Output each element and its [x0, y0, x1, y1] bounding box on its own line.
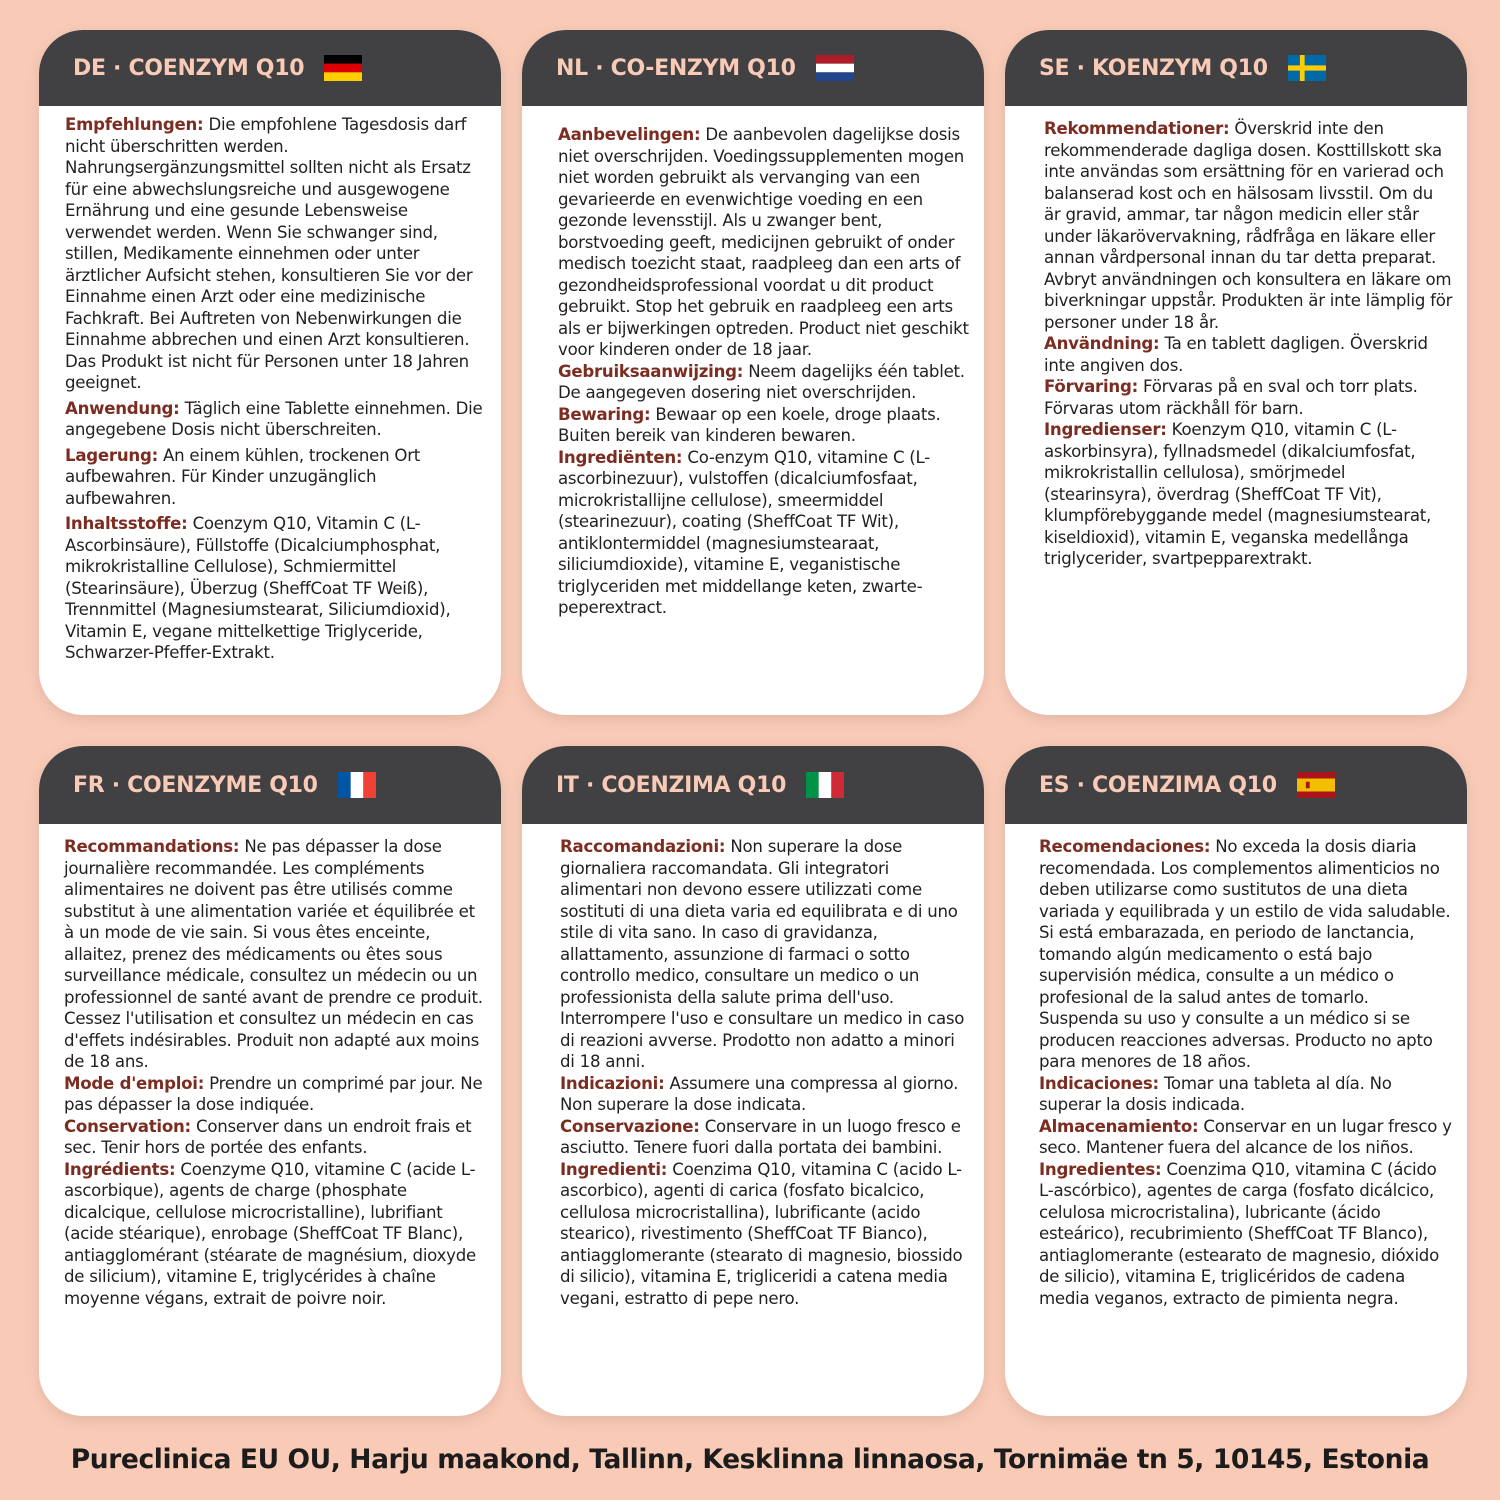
card-header: [522, 30, 984, 106]
section-text: Coenzima Q10, vitamina C (acido L-ascorbico), agenti di carica (fosfato bicalcico, cellulosa microcristallina), lubrificante (acido stearico), rivestimento (SheffCoat TF Bianco), antiagglomerante (stearato di magnesio, biossido di silicio), vitamina E, trigliceridi a catena media vegani, estratto di pepe nero.: [560, 1159, 963, 1308]
card-header: [39, 30, 501, 106]
sweden-flag-icon: [1288, 55, 1326, 81]
section-label: Raccomandazioni:: [560, 837, 726, 856]
card-body: [522, 106, 984, 629]
card-fr: [39, 746, 501, 1416]
section-label: Conservation:: [64, 1116, 191, 1136]
section-label: Empfehlungen:: [65, 115, 204, 134]
section-text: Coenzym Q10, Vitamin C (L-Ascorbinsäure), Füllstoffe (Dicalciumphosphat, mikrokristalline Cellulose), Schmiermittel (Stearinsäure), Überzug (SheffCoat TF Weiß), Trennmittel (Magnesiumstearat, Siliciumdioxid), Vitamin E, vegane mittelkettige Triglyceride, Schwarzer-Pfeffer-Extrakt.: [65, 514, 451, 662]
section-text: Non superare la dose giornaliera raccomandata. Gli integratori alimentari non devono essere utilizzati come sostituti di una dieta varia ed equilibrata e di uno stile di vita sano. In caso di gravidanza, allattamento, assunzione di farmaci o sotto controllo medico, consultare un medico o un professionista della salute prima dell'uso. Interrompere l'uso e consultare un medico in caso di reazioni avverse. Prodotto non adatto a minori di 18 anni.: [560, 837, 965, 1071]
card-header: [1005, 30, 1467, 106]
section-text: Täglich eine Tablette einnehmen. Die angegebene Dosis nicht überschreiten.: [65, 398, 483, 439]
section-recommendations: [1039, 836, 1453, 1073]
section-label: Ingredientes:: [1039, 1159, 1162, 1179]
card-se: [1005, 30, 1467, 715]
card-body: [39, 106, 501, 674]
section-storage: [560, 1116, 970, 1159]
section-label: Ingrediënten:: [558, 447, 683, 467]
section-recommendations: [65, 114, 487, 394]
section-label: Indicaciones:: [1039, 1073, 1159, 1093]
section-storage: [558, 404, 970, 447]
card-body: [39, 824, 501, 1319]
section-text: Neem dagelijks één tablet. De aangegeven dosering niet overschrijden.: [558, 361, 965, 402]
germany-flag-icon: [324, 55, 362, 81]
card-body: [1005, 824, 1467, 1319]
card-title: ES · COENZIMA Q10: [1039, 772, 1277, 798]
section-text: De aanbevolen dagelijkse dosis niet overschrijden. Voedingssupplementen mogen niet worden gebruikt als vervanging van een gevarieerde en evenwichtige voeding en een gezonde levensstijl. Als u zwanger bent, borstvoeding geeft, medicijnen gebruikt of onder medisch toezicht staat, raadpleeg dan een arts of gezondheidsprofessional voordat u dit product gebruikt. Stop het gebruik en raadpleeg een arts als er bijwerkingen optreden. Product niet geschikt voor kinderen onder de 18 jaar.: [558, 125, 969, 359]
section-ingredients: [1039, 1159, 1453, 1310]
section-text: Co-enzym Q10, vitamine C (L-ascorbinezuur), vulstoffen (dicalciumfosfaat, microkristallijne cellulose), smeermiddel (stearinezuur), coating (SheffCoat TF Wit), antiklontermiddel (magnesiumstearaat, siliciumdioxide), vitamine E, veganistische triglyceriden met middellange keten, zwarte-peperextract.: [558, 447, 930, 617]
section-label: Conservazione:: [560, 1116, 700, 1136]
section-text: Coenzyme Q10, vitamine C (acide L-ascorbique), agents de charge (phosphate dicalcique, cellulose microcristalline), lubrifiant (acide stéarique), enrobage (SheffCoat TF Blanc), antiagglomérant (stéarate de magnésium, dioxyde de silicium), vitamine E, triglycérides à chaîne moyenne végans, extrait de poivre noir.: [64, 1159, 476, 1308]
card-title: DE · COENZYM Q10: [73, 55, 305, 81]
card-header: [522, 746, 984, 824]
italy-flag-icon: [806, 772, 844, 798]
section-text: Die empfohlene Tagesdosis darf nicht überschritten werden. Nahrungsergänzungsmittel sollten nicht als Ersatz für eine abwechslungsreiche und ausgewogene Ernährung und eine gesunde Lebensweise verwendet werden. Wenn Sie schwanger sind, stillen, Medikamente einnehmen oder unter ärztlicher Aufsicht stehen, konsultieren Sie vor der Einnahme einen Arzt oder eine medizinische Fachkraft. Bei Auftreten von Nebenwirkungen die Einnahme abbrechen und einen Arzt konsultieren. Das Produkt ist nicht für Personen unter 18 Jahren geeignet.: [65, 115, 473, 392]
section-label: Lagerung:: [65, 445, 158, 465]
section-text: Överskrid inte den rekommenderade dagliga dosen. Kosttillskott ska inte användas som ersättning för en varierad och balanserad kost och en hälsosam livsstil. Om du är gravid, ammar, tar någon medicin eller står under läkarövervakning, rådfråga en läkare eller annan vårdpersonal innan du tar detta preparat. Avbryt användningen och konsultera en läkare om biverkningar uppstår. Produkten är inte lämplig för personer under 18 år.: [1044, 119, 1453, 332]
section-storage: [1039, 1116, 1453, 1159]
section-label: Inhaltsstoffe:: [65, 514, 188, 533]
card-title: SE · KOENZYM Q10: [1039, 55, 1268, 81]
card-nl: [522, 30, 984, 715]
manufacturer-address: Pureclinica EU OU, Harju maakond, Tallinn, Kesklinna linnaosa, Tornimäe tn 5, 10145, Estonia: [70, 1444, 1430, 1475]
section-storage: [64, 1116, 487, 1159]
section-label: Recomendaciones:: [1039, 837, 1211, 856]
section-text: Tomar una tableta al día. No superar la dosis indicada.: [1039, 1073, 1392, 1114]
section-text: Conservar en un lugar fresco y seco. Mantener fuera del alcance de los niños.: [1039, 1116, 1452, 1157]
card-header: [39, 746, 501, 824]
section-ingredients: [558, 447, 970, 619]
netherlands-flag-icon: [816, 55, 854, 81]
section-ingredients: [65, 513, 487, 664]
section-label: Anwendung:: [65, 398, 180, 418]
section-text: No exceda la dosis diaria recomendada. Los complementos alimenticios no deben utilizarse como sustitutos de una dieta variada y equilibrada y un estilo de vida saludable. Si está embarazada, en periodo de lanctancia, tomando algún medicamento o está bajo supervisión médica, consulte a un médico o profesional de la salud antes de tomarlo. Suspenda su uso y consulte a un médico si se producen reacciones adversas. Producto no apto para menores de 18 años.: [1039, 837, 1451, 1071]
section-text: Ne pas dépasser la dose journalière recommandée. Les compléments alimentaires ne doivent pas être utilisés comme substitut à une alimentation variée et équilibrée et à un mode de vie sain. Si vous êtes enceinte, allaitez, prenez des médicaments ou êtes sous surveillance médicale, consultez un médecin ou un professionnel de santé avant de prendre ce produit. Cessez l'utilisation et consultez un médecin en cas d'effets indésirables. Produit non adapté aux moins de 18 ans.: [64, 837, 483, 1071]
section-usage: [1039, 1073, 1453, 1116]
card-title: FR · COENZYME Q10: [73, 772, 318, 798]
france-flag-icon: [338, 772, 376, 798]
section-label: Ingredienti:: [560, 1159, 668, 1179]
section-ingredients: [64, 1159, 487, 1310]
section-recommendations: [64, 836, 487, 1073]
section-text: Coenzima Q10, vitamina C (ácido L-ascórbico), agentes de carga (fosfato dicálcico, celulosa microcristalina), lubricante (ácido esteárico), recubrimiento (SheffCoat TF Blanco), antiaglomerante (estearato de magnesio, dióxido de silicio), vitamina E, triglicéridos de cadena media veganos, extracto de pimienta negra.: [1039, 1159, 1439, 1308]
section-label: Användning:: [1044, 334, 1160, 353]
card-body: [522, 824, 984, 1319]
section-text: Assumere una compressa al giorno. Non superare la dose indicata.: [560, 1073, 959, 1114]
section-usage: [1044, 333, 1453, 376]
section-label: Ingredienser:: [1044, 420, 1167, 439]
section-usage: [65, 398, 487, 441]
section-label: Aanbevelingen:: [558, 125, 701, 144]
section-text: Conservare in un luogo fresco e asciutto. Tenere fuori dalla portata dei bambini.: [560, 1116, 961, 1157]
section-recommendations: [1044, 118, 1453, 333]
section-storage: [1044, 376, 1453, 419]
card-header: [1005, 746, 1467, 824]
section-storage: [65, 445, 487, 510]
section-text: Koenzym Q10, vitamin C (L-askorbinsyra), fyllnadsmedel (dikalciumfosfat, mikrokristallin cellulosa), smörjmedel (stearinsyra), överdrag (SheffCoat TF Vit), klumpförebyggande medel (magnesiumstearat, kiseldioxid), vitamin E, veganska medellånga triglycerider, svartpepparextrakt.: [1044, 420, 1432, 568]
section-ingredients: [1044, 419, 1453, 570]
section-label: Rekommendationer:: [1044, 119, 1230, 138]
section-ingredients: [560, 1159, 970, 1310]
card-body: [1005, 106, 1467, 580]
section-text: Conserver dans un endroit frais et sec. Tenir hors de portée des enfants.: [64, 1116, 472, 1157]
card-title: IT · COENZIMA Q10: [556, 772, 787, 798]
section-text: Prendre un comprimé par jour. Ne pas dépasser la dose indiquée.: [64, 1073, 483, 1114]
section-recommendations: [558, 124, 970, 361]
spain-flag-icon: [1297, 772, 1335, 798]
section-label: Förvaring:: [1044, 377, 1138, 396]
section-label: Gebruiksaanwijzing:: [558, 361, 744, 381]
section-label: Mode d'emploi:: [64, 1073, 205, 1093]
section-label: Ingrédients:: [64, 1159, 176, 1179]
section-usage: [560, 1073, 970, 1116]
section-text: An einem kühlen, trockenen Ort aufbewahren. Für Kinder unzugänglich aufbewahren.: [65, 445, 421, 508]
section-usage: [64, 1073, 487, 1116]
card-it: [522, 746, 984, 1416]
section-label: Indicazioni:: [560, 1073, 665, 1093]
section-usage: [558, 361, 970, 404]
section-label: Almacenamiento:: [1039, 1116, 1199, 1136]
section-label: Bewaring:: [558, 404, 651, 424]
section-text: Förvaras på en sval och torr plats. Förvaras utom räckhåll för barn.: [1044, 377, 1418, 418]
card-es: [1005, 746, 1467, 1416]
section-text: Ta en tablett dagligen. Överskrid inte angiven dos.: [1044, 334, 1428, 375]
section-recommendations: [560, 836, 970, 1073]
card-title: NL · CO-ENZYM Q10: [556, 55, 796, 81]
section-label: Recommandations:: [64, 837, 240, 856]
section-text: Bewaar op een koele, droge plaats. Buiten bereik van kinderen bewaren.: [558, 404, 941, 445]
card-de: [39, 30, 501, 715]
